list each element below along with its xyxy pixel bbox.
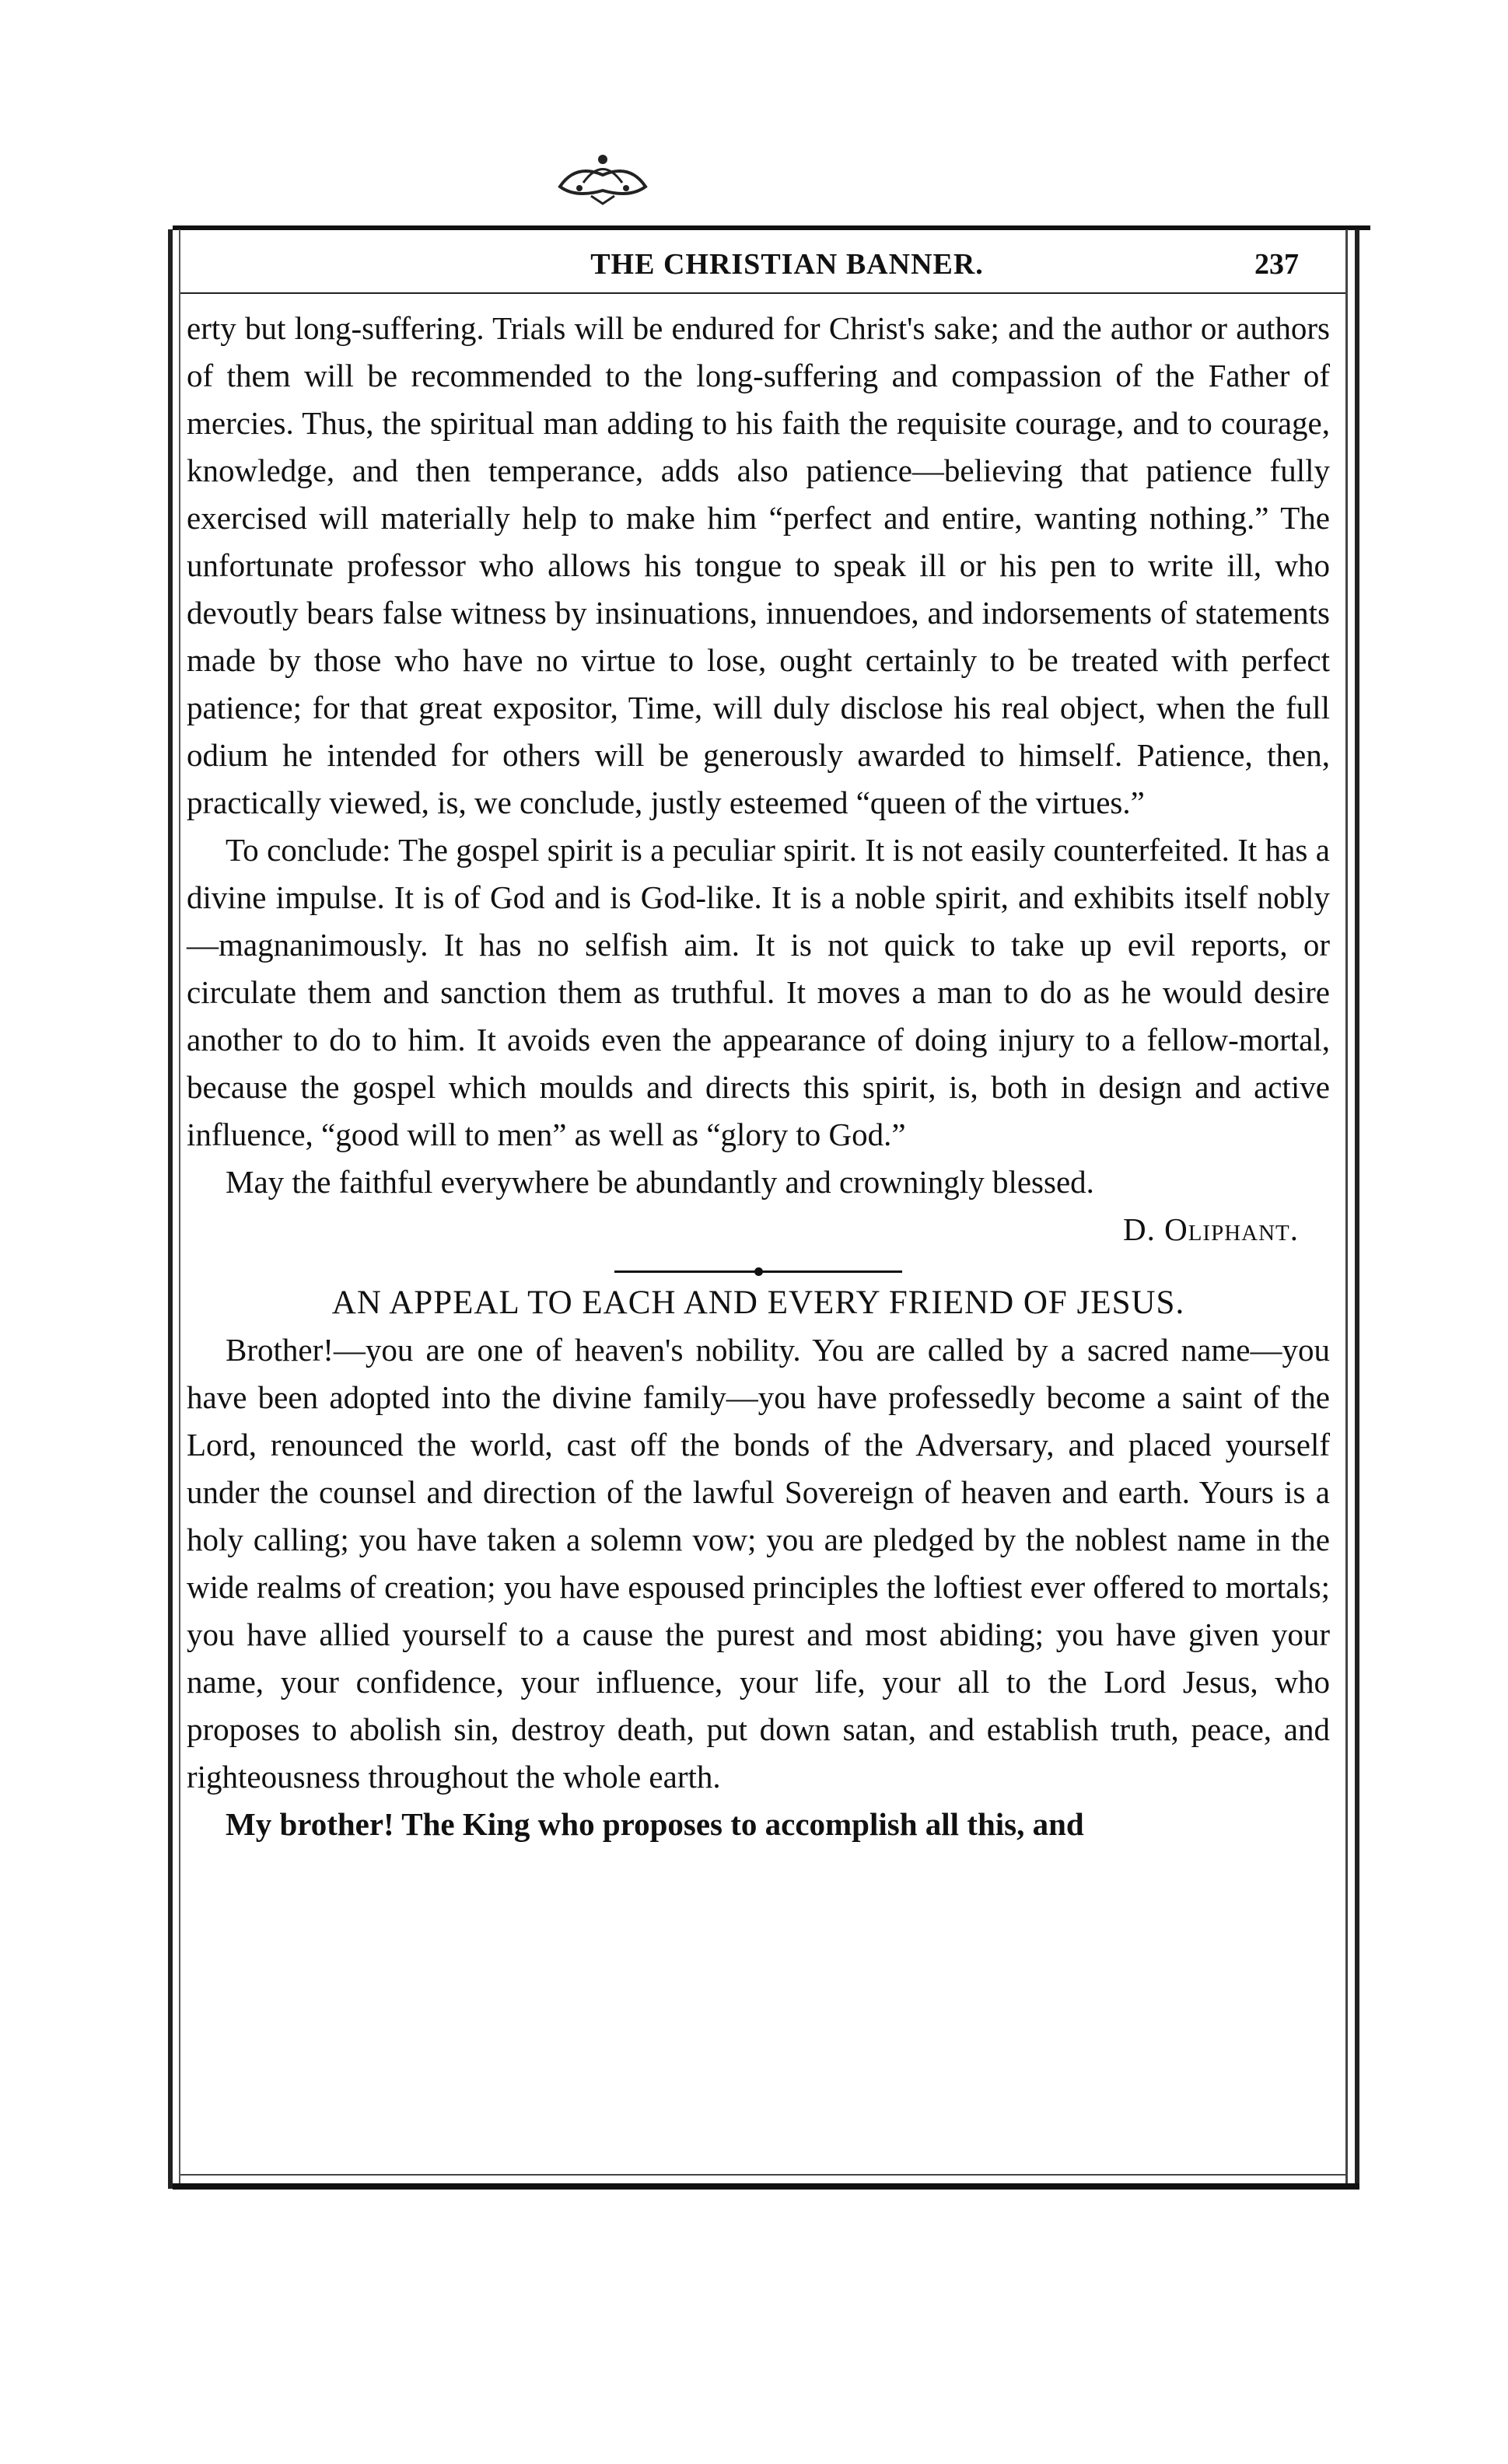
article1-paragraph-1: erty but long-suffering. Trials will be endured for Christ's sake; and the author or authors of them will be recommended to the long-suffering and compassion of the Father of mercies. Thus, the spiritual man adding to his faith the requisite courage, and to courage, knowledge, and then temperance, adds also patience—believing that patience fully exercised will materially help to make him “perfect and entire, wanting nothing.” The unfortunate professor who allows his tongue to speak ill or his pen to write ill, who devoutly bears false witness by insinuations, innuendoes, and indorsements of statements made by those who have no virtue to lose, ought certainly to be treated with perfect patience; for that great expositor, Time, will duly disclose his real object, when the full odium he intended for others will be generously awarded to himself. Patience, then, practically viewed, is, we conclude, justly esteemed “queen of the virtues.” (187, 310, 1330, 820)
frame-bottom-inner-rule (180, 2174, 1347, 2176)
article2-heading: AN APPEAL TO EACH AND EVERY FRIEND OF JESUS. (331, 1284, 1185, 1321)
frame-right-rule (1355, 229, 1359, 2189)
article2-paragraph-1: Brother!—you are one of heaven's nobility. You are called by a sacred name—you have been adopted into the divine family—you have professedly become a saint of the Lord, renounced the world, cast off the bonds of the Adversary, and placed yourself under the counsel and direction of the lawful Sovereign of heaven and earth. Yours is a holy calling; you have taken a solemn vow; you are pledged by the noblest name in the wide realms of creation; you have espoused principles the loftiest ever offered to mortals; you have allied yourself to a cause the purest and most abiding; you have given your name, your confidence, your influence, your life, your all to the Lord Jesus, who proposes to abolish sin, destroy death, put down satan, and establish truth, peace, and righteousness throughout the whole earth. (187, 1332, 1330, 1795)
signature-name: D. Oliphant. (1122, 1211, 1299, 1247)
frame-left-rule (168, 229, 173, 2189)
frame-top-rule (173, 225, 1370, 230)
article1-paragraph-2: To conclude: The gospel spirit is a peculiar spirit. It is not easily counterfeited. It has a divine impulse. It is of God and is God-like. It is a noble spirit, and exhibits itself nobly—magnanimously. It has no selfish aim. It is not quick to take up evil reports, or circulate them and sanction them as truthful. It moves a man to do as he would desire another to do to him. It avoids even the appearance of doing injury to a fellow-mortal, because the gospel which moulds and directs this spirit, is, both in design and active influence, “good will to men” as well as “glory to God.” (187, 832, 1330, 1152)
ornament-icon (544, 140, 661, 210)
article2-paragraph-2: My brother! The King who proposes to accomplish all this, and (226, 1806, 1084, 1842)
running-head (180, 247, 1345, 294)
frame-left-inner-rule (179, 229, 180, 2189)
frame-right-inner-rule (1345, 229, 1348, 2189)
article1-signature (187, 1206, 1330, 1253)
frame-bottom-rule (173, 2183, 1359, 2190)
page-number: 237 (1254, 248, 1299, 281)
page-content (187, 305, 1330, 1848)
running-title: THE CHRISTIAN BANNER. (590, 248, 984, 281)
article1-paragraph-3: May the faithful everywhere be abundantly and crowningly blessed. (226, 1164, 1094, 1200)
head-rule (180, 292, 1345, 294)
section-divider (614, 1270, 902, 1273)
